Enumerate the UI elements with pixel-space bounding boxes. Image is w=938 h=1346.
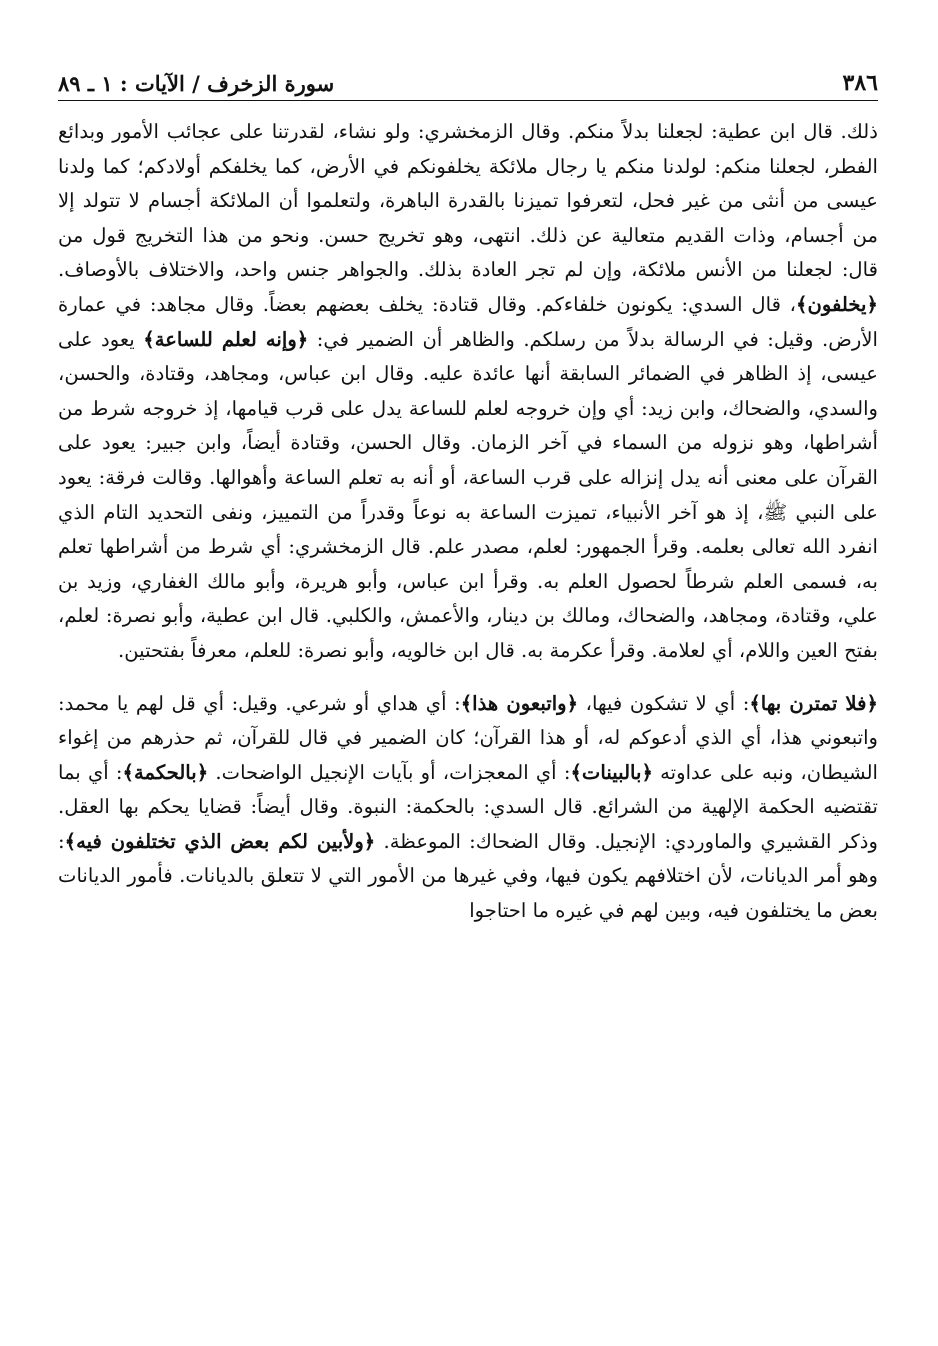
book-page bbox=[58, 58, 878, 929]
paragraph-text: : أي المعجزات، أو بآيات الإنجيل الواضحات. bbox=[208, 760, 571, 784]
paragraph-text: ذلك. قال ابن عطية: لجعلنا بدلاً منكم. وقال الزمخشري: ولو نشاء، لقدرتنا على عجائب الأمور وبدائع الفطر، لجعلنا منكم: لولدنا منكم يا رجال ملائكة يخلفونكم في الأرض، كما يخلفكم أولادكم؛ كما ولدنا عيسى من أنثى من غير فحل، لتعرفوا تميزنا بالقدرة الباهرة، ولتعلموا أن الملائكة أجسام لا تتولد إلا من أجسام، وذات القديم متعالية عن ذلك. انتهى، وهو تخريج حسن. ونحو من هذا التخريج قول من قال: لجعلنا من الأنس ملائكة، وإن لم تجر العادة بذلك. والجواهر جنس واحد، والاختلاف بالأوصاف. bbox=[58, 120, 878, 282]
paragraph-text: يعود على عيسى، إذ الظاهر في الضمائر السابقة أنها عائدة عليه. وقال ابن عباس، ومجاهد، وقتادة، والحسن، والسدي، والضحاك، وابن زيد: أي وإن خروجه لعلم للساعة يدل على قرب قيامها، إذ خروجه شرط من أشراطها، وهو نزوله من السماء في آخر الزمان. وقال الحسن، وقتادة أيضاً، وابن جبير: يعود على القرآن على معنى أنه يدل إنزاله على قرب الساعة، أو أنه به تعلم الساعة وأهوالها. وقالت فرقة: يعود على النبي ﷺ، إذ هو آخر الأنبياء، تميزت الساعة به نوعاً وقدراً من التمييز، ونفى التحديد التام الذي انفرد الله تعالى بعلمه. وقرأ الجمهور: لعلم، مصدر علم. قال الزمخشري: أي شرط من أشراطها تعلم به، فسمى العلم شرطاً لحصول العلم به. وقرأ ابن عباس، وأبو هريرة، وأبو مالك الغفاري، وزيد بن علي، وقتادة، ومجاهد، والضحاك، ومالك بن دينار، والأعمش، والكلبي. قال ابن عطية، وأبو نصرة: لعلم، بفتح العين واللام، أي لعلامة. وقرأ عكرمة به. قال ابن خالويه، وأبو نصرة: للعلم، معرفاً بفتحتين. bbox=[58, 327, 878, 662]
paragraph-text: : أي هداي أو شرعي. وقيل: أي قل لهم يا محمد: واتبعوني هذا، أي الذي أدعوكم له، أو هذا القرآن؛ كان الضمير في قال للقرآن، ثم حذرهم من إغواء الشيطان، ونبه على عداوته bbox=[58, 691, 878, 784]
paragraph-text: ، قال السدي: يكونون خلفاءكم. وقال قتادة: يخلف بعضهم بعضاً. وقال مجاهد: في عمارة الأرض. وقيل: في الرسالة بدلاً من رسلكم. والظاهر أن الضمير في: bbox=[58, 292, 878, 351]
running-title: سورة الزخرف / الآيات : ١ ـ ٨٩ bbox=[58, 71, 335, 96]
commentary-paragraph-1 bbox=[58, 115, 878, 669]
quran-quote: ﴿فلا تمترن بها﴾ bbox=[749, 691, 878, 715]
quran-quote: ﴿بالحكمة﴾ bbox=[122, 760, 209, 784]
commentary-paragraph-2 bbox=[58, 687, 878, 929]
quran-quote: ﴿وإنه لعلم للساعة﴾ bbox=[143, 327, 309, 351]
paragraph-text: : أي لا تشكون فيها، bbox=[578, 691, 750, 715]
page-number: ٣٨٦ bbox=[842, 70, 878, 96]
paragraph-text: : وهو أمر الديانات، لأن اختلافهم يكون فيها، وفي غيرها من الأمور التي لا تتعلق بالديانات. فأمور الديانات بعض ما يختلفون فيه، وبين لهم في غيره ما احتاجوا bbox=[58, 829, 878, 923]
quran-quote: ﴿يخلفون﴾ bbox=[796, 292, 878, 316]
page-header bbox=[58, 58, 878, 101]
quran-quote: ﴿ولأبين لكم بعض الذي تختلفون فيه﴾ bbox=[64, 829, 376, 853]
quran-quote: ﴿واتبعون هذا﴾ bbox=[460, 691, 579, 715]
paragraph-text: : أي بما تقتضيه الحكمة الإلهية من الشرائع. قال السدي: بالحكمة: النبوة. وقال أيضاً: قضايا يحكم بها العقل. وذكر القشيري والماوردي: الإنجيل. وقال الضحاك: الموعظة. bbox=[58, 760, 878, 853]
quran-quote: ﴿بالبينات﴾ bbox=[570, 760, 653, 784]
